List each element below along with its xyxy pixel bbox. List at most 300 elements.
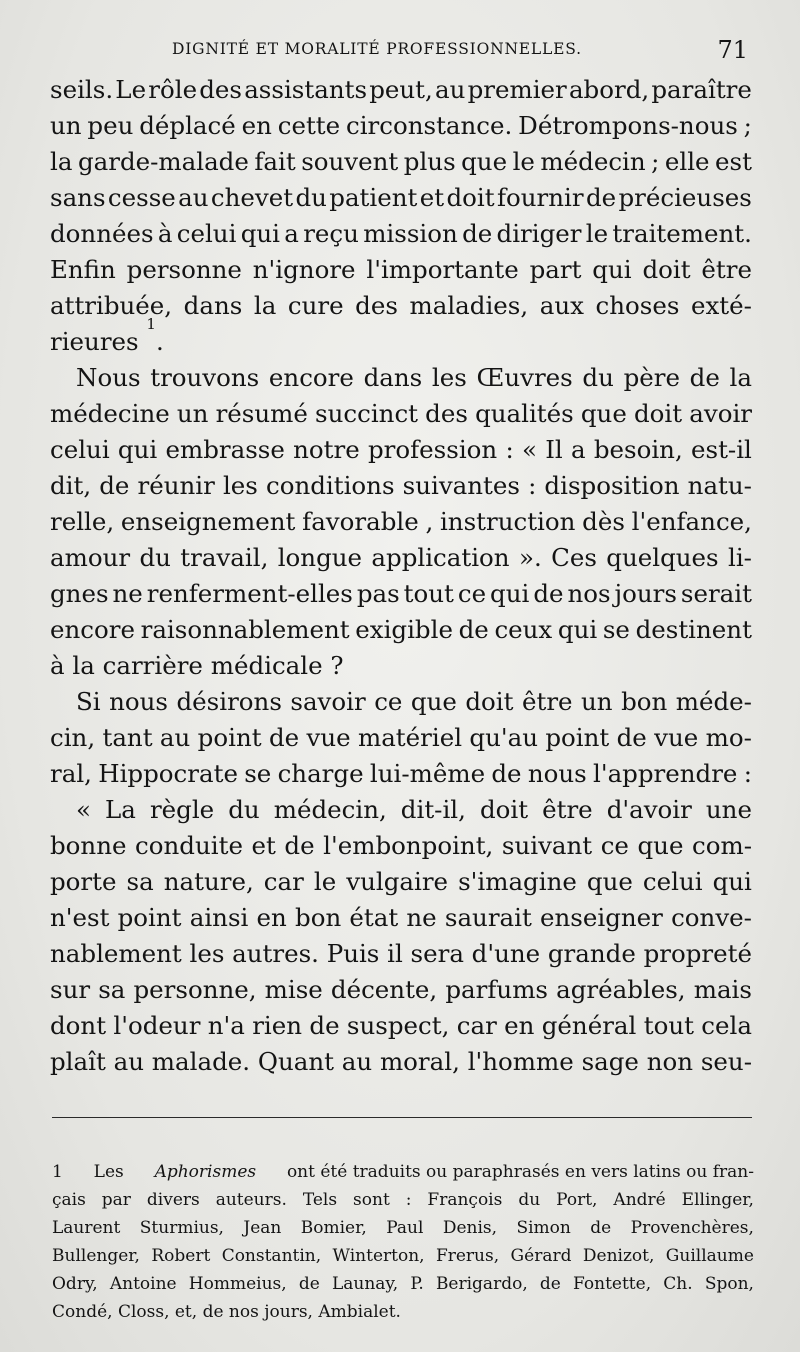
word: du xyxy=(139,543,171,572)
word: un xyxy=(176,399,209,428)
word: relle, xyxy=(50,507,115,536)
text-line xyxy=(50,828,752,864)
word: tout xyxy=(643,1011,694,1040)
word: l'importante xyxy=(366,255,519,284)
word: règle xyxy=(149,795,215,824)
word: divers xyxy=(146,1190,200,1210)
word: s'imagine xyxy=(458,867,577,896)
word: grande xyxy=(547,939,636,968)
text-line xyxy=(50,972,752,1008)
word: réunir xyxy=(137,471,215,500)
word: par xyxy=(101,1190,131,1210)
word: aux xyxy=(539,291,584,320)
word: André xyxy=(613,1190,666,1210)
word: renferment-elles xyxy=(146,579,353,608)
word: P. xyxy=(410,1274,424,1294)
word: dit, xyxy=(50,471,92,500)
word: instruction xyxy=(439,507,576,536)
text-fragment: . xyxy=(155,327,164,356)
word: Denis, xyxy=(442,1218,498,1238)
text-line xyxy=(50,180,752,216)
word: Œuvres xyxy=(476,363,573,392)
word: point xyxy=(117,903,182,932)
word: nous xyxy=(527,759,587,788)
word: de xyxy=(491,759,522,788)
word: besoin, xyxy=(593,435,683,464)
text-line xyxy=(50,756,752,792)
word: de xyxy=(689,363,720,392)
word: la xyxy=(50,147,73,176)
word: auteurs. xyxy=(215,1190,287,1210)
word: seils. xyxy=(50,75,114,104)
word: que xyxy=(586,867,633,896)
word: n'est xyxy=(50,903,110,932)
word: Gérard xyxy=(510,1246,572,1266)
word: Launay, xyxy=(331,1274,399,1294)
word: être xyxy=(542,795,593,824)
word: et xyxy=(251,831,276,860)
text-line xyxy=(50,792,752,828)
word: de xyxy=(284,831,315,860)
word: suivantes xyxy=(402,471,520,500)
word: Laurent xyxy=(52,1218,121,1238)
word: sa xyxy=(98,975,126,1004)
text-line xyxy=(50,1008,752,1044)
word: sans xyxy=(50,183,106,212)
word: ce xyxy=(600,831,629,860)
word: Quant xyxy=(257,1047,334,1076)
word: moral, xyxy=(379,1047,460,1076)
word: Paul xyxy=(386,1218,424,1238)
word: travail, xyxy=(180,543,269,572)
word: garde-malade xyxy=(77,147,249,176)
text-line xyxy=(50,216,752,252)
word: un xyxy=(50,111,82,140)
text-line xyxy=(50,315,752,360)
word: porte xyxy=(50,867,117,896)
word: mo- xyxy=(705,723,752,752)
word: l'embonpoint, xyxy=(323,831,494,860)
word: père xyxy=(623,363,680,392)
word: désirons xyxy=(176,687,282,716)
word: conditions xyxy=(265,471,395,500)
word: sa xyxy=(126,867,154,896)
word: a xyxy=(570,435,586,464)
word: : xyxy=(743,759,752,788)
word: le xyxy=(313,867,337,896)
word: il xyxy=(387,939,403,968)
word: le xyxy=(512,147,535,176)
word: du xyxy=(518,1190,541,1210)
word: Constantin, xyxy=(221,1246,322,1266)
word: attribuée, xyxy=(50,291,173,320)
text-line xyxy=(50,936,752,972)
word: rien xyxy=(252,1011,303,1040)
word: cin, xyxy=(50,723,96,752)
word: dit-il, xyxy=(400,795,466,824)
word: autres. xyxy=(232,939,319,968)
word: La xyxy=(105,795,136,824)
word: en xyxy=(504,1011,535,1040)
text-line xyxy=(50,504,752,540)
word: raisonnablement xyxy=(140,615,350,644)
word: décente, xyxy=(330,975,438,1004)
word: parfums xyxy=(445,975,548,1004)
word: état xyxy=(349,903,399,932)
word: tout xyxy=(403,579,454,608)
word: com- xyxy=(692,831,752,860)
word: être xyxy=(701,255,752,284)
word: amour xyxy=(50,543,131,572)
word: n'ignore xyxy=(252,255,356,284)
word: Ellinger, xyxy=(681,1190,754,1210)
text-line xyxy=(50,900,752,936)
word: de xyxy=(462,219,493,248)
footnote-line xyxy=(52,1242,754,1270)
word: abord, xyxy=(568,75,650,104)
word: le xyxy=(585,219,609,248)
word: qualités xyxy=(475,399,574,428)
word: car xyxy=(263,867,304,896)
word: sur xyxy=(50,975,91,1004)
word: non xyxy=(646,1047,694,1076)
word: point xyxy=(545,723,610,752)
word: sera xyxy=(410,939,464,968)
word: bon xyxy=(621,687,668,716)
page-header xyxy=(52,36,752,72)
word: se xyxy=(602,615,630,644)
word: saurait xyxy=(444,903,532,932)
word: de xyxy=(268,723,300,752)
text-line xyxy=(50,1044,752,1080)
word: propreté xyxy=(643,939,752,968)
word: Winterton, xyxy=(332,1246,425,1266)
word: enseignement xyxy=(120,507,296,536)
word: çais xyxy=(52,1190,86,1210)
word: n'a xyxy=(207,1011,245,1040)
word: profession xyxy=(367,435,498,464)
word: est xyxy=(715,147,752,176)
word: peu xyxy=(87,111,134,140)
word: général xyxy=(541,1011,637,1040)
word: Détrompons-nous xyxy=(518,111,738,140)
word: personne, xyxy=(133,975,257,1004)
word: celui xyxy=(50,435,110,464)
word: de xyxy=(309,1011,340,1040)
word: au xyxy=(178,183,209,212)
word: ce xyxy=(374,687,403,716)
word: disposition xyxy=(544,471,680,500)
word: : xyxy=(505,435,514,464)
word: Hommeius, xyxy=(188,1274,287,1294)
footnote-reference: 1 xyxy=(146,315,156,333)
word: Nous xyxy=(76,363,141,392)
word: et xyxy=(419,183,445,212)
word: : xyxy=(528,471,537,500)
word: Ch. xyxy=(663,1274,693,1294)
word: l'homme xyxy=(467,1047,574,1076)
word: vue xyxy=(306,723,351,752)
footnote-number: 1 xyxy=(52,1162,63,1182)
word: reçu xyxy=(303,219,359,248)
word: plus xyxy=(403,147,456,176)
word: Bomier, xyxy=(300,1218,367,1238)
word: malade. xyxy=(151,1047,251,1076)
word: qui xyxy=(490,579,530,608)
word: qui xyxy=(712,867,752,896)
word: quelques xyxy=(606,543,719,572)
word: a xyxy=(284,219,299,248)
text-line xyxy=(50,540,752,576)
text-line xyxy=(50,576,752,612)
word: exigible xyxy=(355,615,453,644)
word: Tels xyxy=(302,1190,338,1210)
word: au xyxy=(435,75,466,104)
word: celui xyxy=(642,867,703,896)
word: ; xyxy=(743,111,752,140)
word: fait xyxy=(254,147,296,176)
word: longue xyxy=(277,543,363,572)
word: dans xyxy=(363,363,423,392)
word: agréables, xyxy=(556,975,686,1004)
word: doit xyxy=(465,687,514,716)
word: , xyxy=(425,507,434,536)
word: la xyxy=(729,363,752,392)
word: Enfin xyxy=(50,255,116,284)
word: est-il xyxy=(691,435,752,464)
text-line xyxy=(50,684,752,720)
word: Spon, xyxy=(704,1274,754,1294)
word: un xyxy=(581,687,613,716)
word: assistants xyxy=(244,75,368,104)
word: ainsi xyxy=(189,903,249,932)
word: encore xyxy=(268,363,354,392)
word: sont xyxy=(353,1190,390,1210)
word: que xyxy=(580,399,627,428)
word: que xyxy=(410,687,457,716)
word: au xyxy=(341,1047,373,1076)
word: cure xyxy=(287,291,344,320)
word: Le xyxy=(115,75,147,104)
word: de xyxy=(298,1274,320,1294)
word: conve- xyxy=(671,903,752,932)
word: choses xyxy=(595,291,680,320)
word: de xyxy=(590,1218,612,1238)
word: Jean xyxy=(243,1218,282,1238)
footnote-line xyxy=(52,1158,754,1186)
word: méde- xyxy=(675,687,752,716)
word: Ces xyxy=(551,543,597,572)
word: doit xyxy=(479,795,529,824)
word: qui xyxy=(557,615,598,644)
word: Sturmius, xyxy=(139,1218,224,1238)
text-line xyxy=(50,864,752,900)
running-head: DIGNITÉ ET MORALITÉ PROFESSIONNELLES. xyxy=(172,40,582,58)
word: ; xyxy=(651,147,660,176)
word: doit xyxy=(642,255,691,284)
footnote-text: ont été traduits ou paraphrasés en vers latins ou fran- xyxy=(286,1162,754,1182)
word: lui-même xyxy=(369,759,486,788)
word: Odry, xyxy=(52,1274,98,1294)
word: de xyxy=(533,579,564,608)
text-line xyxy=(50,252,752,288)
word: fournir xyxy=(496,183,584,212)
word: cela xyxy=(701,1011,752,1040)
footnote-line xyxy=(52,1214,754,1242)
word: des xyxy=(199,75,243,104)
word: ce xyxy=(457,579,487,608)
word: qui xyxy=(117,435,158,464)
word: Puis xyxy=(326,939,380,968)
word: l'apprendre xyxy=(593,759,738,788)
word: favorable xyxy=(302,507,419,536)
word: souvent xyxy=(301,147,399,176)
footnotes xyxy=(52,1158,754,1326)
word: enseigner xyxy=(540,903,663,932)
text-line xyxy=(50,72,752,108)
word: doit xyxy=(633,399,683,428)
word: une xyxy=(705,795,752,824)
word: plaît xyxy=(50,1047,106,1076)
word: l'odeur xyxy=(113,1011,201,1040)
word: conduite xyxy=(135,831,243,860)
word: vue xyxy=(654,723,699,752)
text-line xyxy=(50,108,752,144)
word: mais xyxy=(693,975,752,1004)
word: serait xyxy=(680,579,752,608)
word: seu- xyxy=(700,1047,752,1076)
word: mise xyxy=(264,975,323,1004)
word: Denizot, xyxy=(582,1246,655,1266)
word: elle xyxy=(664,147,710,176)
text-fragment: rieures xyxy=(50,327,139,356)
word: de xyxy=(539,1274,561,1294)
word: dont xyxy=(50,1011,107,1040)
word: du xyxy=(295,183,327,212)
word: mission xyxy=(363,219,458,248)
word: trouvons xyxy=(150,363,260,392)
word: Frerus, xyxy=(435,1246,500,1266)
word: précieuses xyxy=(618,183,752,212)
word: d'une xyxy=(471,939,541,968)
word: au xyxy=(113,1047,144,1076)
word: embrasse xyxy=(165,435,285,464)
word: ral, xyxy=(50,759,92,788)
word: être xyxy=(521,687,573,716)
word: Bullenger, xyxy=(52,1246,140,1266)
word: qui xyxy=(592,255,632,284)
word: paraître xyxy=(651,75,752,104)
word: déplacé xyxy=(139,111,236,140)
word: suivant xyxy=(501,831,593,860)
word: à xyxy=(157,219,173,248)
footnote-separator xyxy=(52,1117,752,1118)
word: traitement. xyxy=(612,219,752,248)
word: savoir xyxy=(290,687,366,716)
word: Si xyxy=(76,687,101,716)
word: gnes xyxy=(50,579,109,608)
word: l'enfance, xyxy=(631,507,752,536)
word: des xyxy=(425,399,468,428)
word: que xyxy=(637,831,684,860)
word: premier xyxy=(467,75,567,104)
word: encore xyxy=(50,615,135,644)
word: succinct xyxy=(315,399,419,428)
word: cette xyxy=(277,111,341,140)
word: qu'au xyxy=(469,723,538,752)
word: Berigardo, xyxy=(435,1274,528,1294)
word: que xyxy=(461,147,508,176)
word: patient xyxy=(329,183,418,212)
word: les xyxy=(189,939,225,968)
word: doit xyxy=(446,183,495,212)
word: exté- xyxy=(690,291,752,320)
word: au xyxy=(159,723,191,752)
word: du xyxy=(228,795,260,824)
word: données xyxy=(50,219,154,248)
word: ne xyxy=(112,579,143,608)
word: qui xyxy=(240,219,281,248)
word: nos xyxy=(567,579,611,608)
text-line xyxy=(50,360,752,396)
text-line xyxy=(50,612,752,648)
word: médecin xyxy=(540,147,646,176)
word: matériel xyxy=(357,723,463,752)
footnote-text: Les xyxy=(93,1162,124,1182)
footnote-work-title: Aphorismes xyxy=(154,1162,257,1182)
word: rôle xyxy=(148,75,198,104)
footnote-line xyxy=(52,1270,754,1298)
word: avoir xyxy=(689,399,752,428)
word: en xyxy=(256,903,287,932)
word: se xyxy=(244,759,272,788)
word: de xyxy=(458,615,489,644)
word: Il xyxy=(545,435,563,464)
word: li- xyxy=(727,543,752,572)
body-text xyxy=(50,72,752,1080)
word: ceux xyxy=(494,615,553,644)
word: nablement xyxy=(50,939,182,968)
word: de xyxy=(585,183,617,212)
text-line xyxy=(50,432,752,468)
text-line xyxy=(50,396,752,432)
word: la xyxy=(253,291,277,320)
word: dans xyxy=(183,291,243,320)
footnote-line xyxy=(52,1186,754,1214)
text-line xyxy=(50,720,752,756)
footnote-line: Condé, Closs, et, de nos jours, Ambialet. xyxy=(52,1302,401,1322)
word: pas xyxy=(356,579,400,608)
page-number: 71 xyxy=(717,36,748,64)
word: les xyxy=(431,363,467,392)
text-line: à la carrière médicale ? xyxy=(50,651,344,680)
word: vulgaire xyxy=(346,867,449,896)
word: du xyxy=(582,363,614,392)
word: de xyxy=(616,723,647,752)
word: Fontette, xyxy=(573,1274,652,1294)
word: Antoine xyxy=(109,1274,177,1294)
word: nous xyxy=(109,687,168,716)
word: des xyxy=(355,291,398,320)
word: personne xyxy=(126,255,242,284)
word: ». xyxy=(518,543,542,572)
word: « xyxy=(521,435,537,464)
word: circonstance. xyxy=(345,111,513,140)
word: dès xyxy=(582,507,625,536)
word: Provenchères, xyxy=(630,1218,754,1238)
text-line xyxy=(50,468,752,504)
word: application xyxy=(371,543,510,572)
